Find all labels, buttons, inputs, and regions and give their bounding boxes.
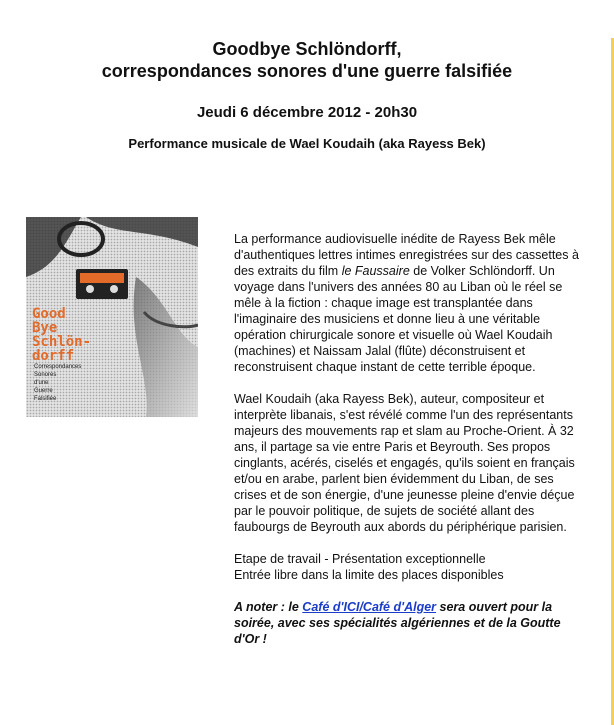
cafe-link[interactable]: Café d'ICI/Café d'Alger bbox=[302, 600, 437, 614]
event-description bbox=[234, 231, 584, 663]
cover-subtitle: Correspondances Sonores d'une Guerre Falsifiée bbox=[34, 364, 82, 402]
page-title bbox=[0, 38, 614, 82]
description-paragraph-1: La performance audiovisuelle inédite de Rayess Bek mêle d'authentiques lettres intimes enregistrées sur des cassettes à des extraits du film le Faussaire de Volker Schlöndorff. Un voyage dans l'univers des années 80 au Liban où le réel se mêle à la fiction : chaque image est transplantée dans l'imaginaire des musiciens et donne lieu à une véritable opération chirurgicale sonore et visuelle où Wael Koudaih (machines) et Naissam Jalal (flûte) déconstruisent et reconstruisent chaque instant de cette terrible époque. bbox=[234, 232, 579, 374]
event-subtitle: Performance musicale de Wael Koudaih (aka Rayess Bek) bbox=[128, 136, 486, 151]
title-line-2: correspondances sonores d'une guerre falsifiée bbox=[101, 61, 513, 81]
event-date: Jeudi 6 décembre 2012 - 20h30 bbox=[196, 104, 418, 121]
practical-info bbox=[234, 551, 584, 583]
album-cover-image bbox=[26, 217, 198, 417]
cover-title: Good Bye Schlön- dorff bbox=[32, 306, 92, 364]
info-line-1: Etape de travail - Présentation exceptionnelle bbox=[234, 552, 486, 566]
description-paragraph-2: Wael Koudaih (aka Rayess Bek), auteur, compositeur et interprète libanais, s'est révélé comme l'un des représentants majeurs des mouvements rap et slam au Proche-Orient. À 32 ans, il partage sa vie entre Paris et Beyrouth. Ses propos cinglants, acérés, ciselés et engagés, qu'ils soient en français et/ou en arabe, parlent bien évidemment du Liban, de ses crises et de son énergie, d'une jeunesse pleine d'envie déçue par le pouvoir politique, de sujets de société allant des faubourgs de Beyrouth aux abords du périphérique parisien. bbox=[234, 392, 575, 534]
film-title: le Faussaire bbox=[341, 264, 410, 278]
info-line-2: Entrée libre dans la limite des places disponibles bbox=[234, 568, 504, 582]
cafe-note: A noter : le Café d'ICI/Café d'Alger sera ouvert pour la soirée, avec ses spécialités algériennes et de la Goutte d'Or ! bbox=[234, 600, 561, 646]
title-line-1: Goodbye Schlöndorff, bbox=[212, 39, 402, 59]
